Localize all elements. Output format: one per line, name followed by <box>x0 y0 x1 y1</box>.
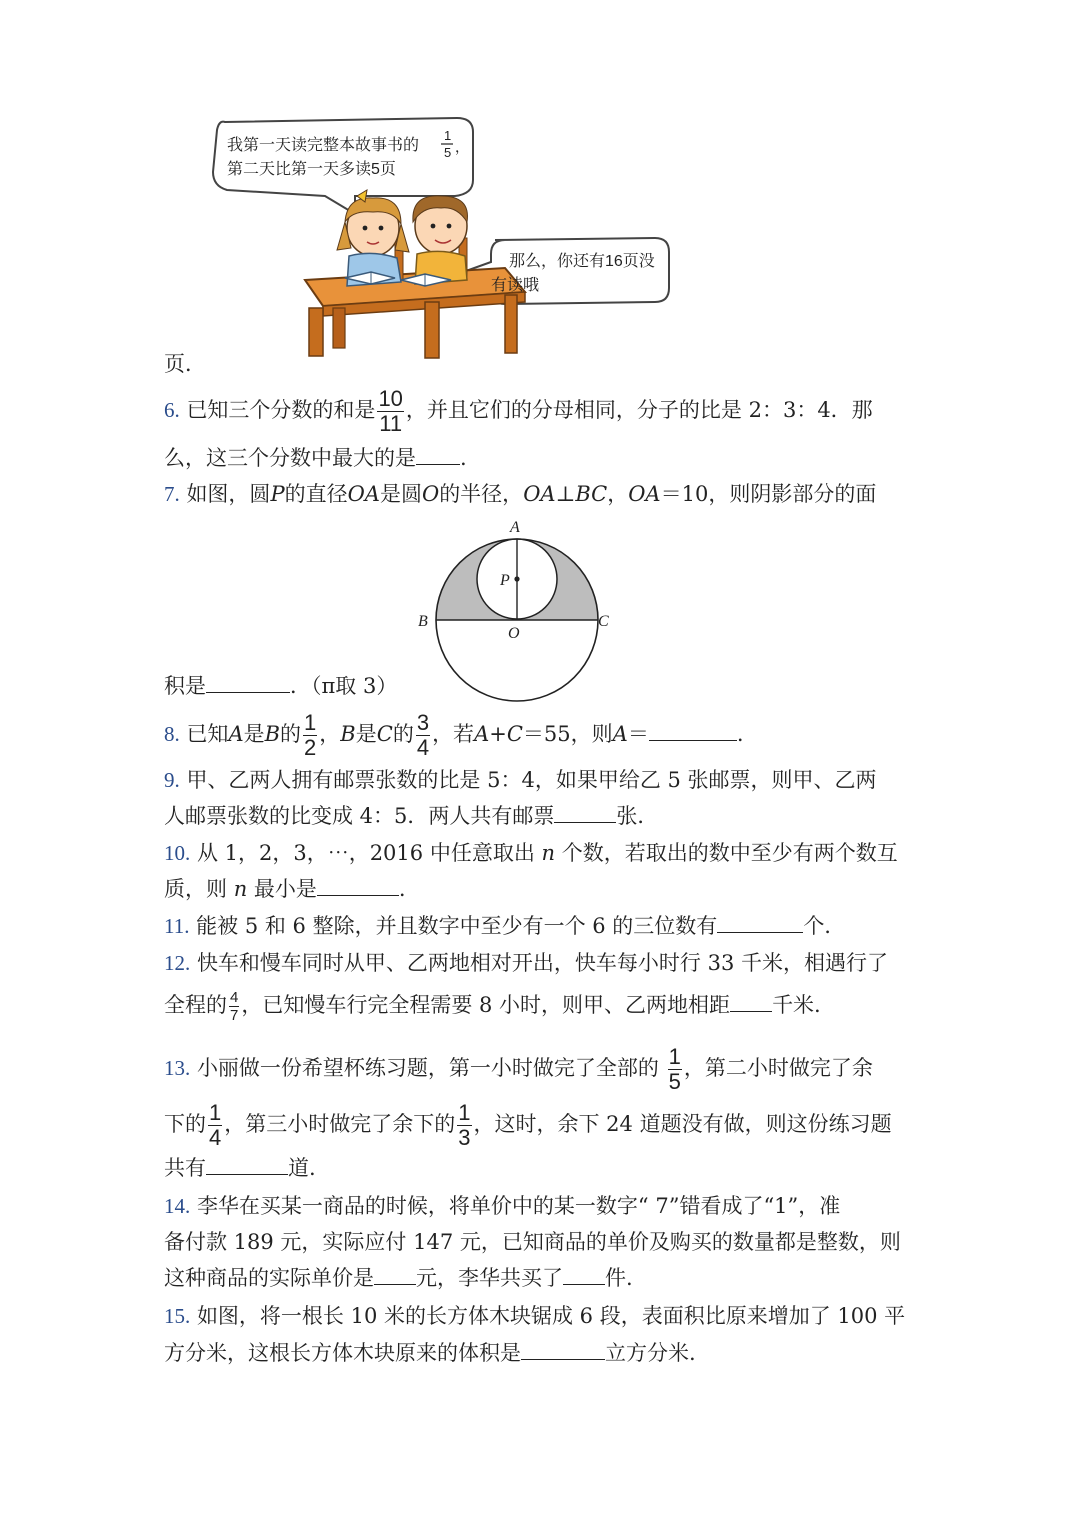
question-11: 11. 能被 5 和 6 整除，并且数字中至少有一个 6 的三位数有 个. <box>164 914 831 938</box>
answer-blank[interactable] <box>416 448 460 465</box>
answer-blank[interactable] <box>717 916 803 933</box>
question-7-line2: 积是 ．（π取 3） <box>164 674 398 698</box>
question-15-line1: 15. 如图，将一根长 10 米的长方体木块锯成 6 段，表面积比原来增加了 100 平 <box>164 1304 906 1328</box>
question-6-line1: 6. 已知三个分数的和是 $\frac{10}{11}$ ，并且它们的分母相同，分子的比是 2：3：4．那 <box>164 386 873 436</box>
question-13-line3: 共有 道. <box>164 1156 316 1180</box>
answer-blank[interactable] <box>730 995 772 1012</box>
fraction-10-11: $\frac{10}{11}$ <box>378 386 403 436</box>
question-number: 6. <box>164 398 180 422</box>
question-number: 7. <box>164 482 180 506</box>
answer-blank[interactable] <box>554 806 616 823</box>
question-10-line2: 质，则 n 最小是 . <box>164 877 406 901</box>
question-12-line1: 12. 快车和慢车同时从甲、乙两地相对开出，快车每小时行 33 千米，相遇行了 <box>164 951 889 975</box>
bubble2-line1: 那么，你还有16页没 <box>509 253 655 270</box>
question-number: 8. <box>164 722 180 746</box>
question-9-line1: 9. 甲、乙两人拥有邮票张数的比是 5：4，如果甲给乙 5 张邮票，则甲、乙两 <box>164 768 877 792</box>
answer-blank[interactable] <box>563 1268 605 1285</box>
question-number: 9. <box>164 768 180 792</box>
answer-blank[interactable] <box>317 879 399 896</box>
question-13-line2: 下的 $\frac{1}{4}$ ，第三小时做完了余下的 $\frac{1}{3}$ ，这时，余下 24 道题没有做，则这份练习题 <box>164 1100 892 1150</box>
reading-kids-illustration <box>205 110 675 370</box>
question-15-line2: 方分米，这根长方体木块原来的体积是 立方分米. <box>164 1341 696 1365</box>
fraction-1-5: $\frac{1}{5}$ <box>668 1044 681 1094</box>
question-8: 8. 已知A是B的 $\frac{1}{2}$ ，B是C的 $\frac{3}{4}$ ，若A+C＝55，则A＝ . <box>164 710 744 760</box>
question-number: 15. <box>164 1304 191 1328</box>
question-7-line1: 7. 如图，圆P的直径OA是圆O的半径，OA⊥BC，OA＝10，则阴影部分的面 <box>164 482 877 506</box>
question-10-line1: 10. 从 1，2，3，⋯，2016 中任意取出 n 个数，若取出的数中至少有两个数互 <box>164 841 898 865</box>
question-13-line1: 13. 小丽做一份希望杯练习题，第一小时做完了全部的 $\frac{1}{5}$ ，第二小时做完了余 <box>164 1044 873 1094</box>
question-number: 12. <box>164 951 191 975</box>
question-14-line3: 这种商品的实际单价是 元，李华共买了 件. <box>164 1266 633 1290</box>
answer-blank[interactable] <box>374 1268 416 1285</box>
circle-geometry-figure <box>410 512 620 702</box>
question-14-line1: 14. 李华在买某一商品的时候，将单价中的某一数字“ 7”错看成了“1”，准 <box>164 1194 841 1218</box>
fraction-1-4: $\frac{1}{4}$ <box>209 1100 222 1150</box>
fraction-1-2: $\frac{1}{2}$ <box>304 710 317 760</box>
question-12-line2: 全程的 $\frac{4}{7}$ ，已知慢车行完全程需要 8 小时，则甲、乙两地相距 千米. <box>164 989 821 1024</box>
q5-tail: 页． <box>164 352 206 376</box>
bubble1-frac-num: 1 <box>444 128 452 143</box>
question-number: 10. <box>164 841 191 865</box>
question-number: 11. <box>164 914 190 938</box>
answer-blank[interactable] <box>649 724 737 741</box>
question-6-line2: 么，这三个分数中最大的是 . <box>164 446 467 470</box>
question-number: 13. <box>164 1056 191 1080</box>
answer-blank[interactable] <box>206 1158 288 1175</box>
bubble1-tail: ， <box>455 139 469 155</box>
bubble2-line2: 有读哦 <box>491 277 540 294</box>
bubble1-line2: 第二天比第一天多读5页 <box>227 161 396 178</box>
fraction-4-7: $\frac{4}{7}$ <box>230 989 239 1024</box>
label-B: B <box>418 613 428 630</box>
answer-blank[interactable] <box>521 1343 605 1360</box>
question-number: 14. <box>164 1194 191 1218</box>
question-14-line2: 备付款 189 元，实际应付 147 元，已知商品的单价及购买的数量都是整数，则 <box>164 1230 901 1254</box>
label-C: C <box>598 613 609 630</box>
bubble1-frac-den: 5 <box>444 145 452 160</box>
answer-blank[interactable] <box>206 676 290 693</box>
bubble1-line1: 我第一天读完整本故事书的 <box>227 137 420 154</box>
label-A: A <box>510 519 520 536</box>
question-9-line2: 人邮票张数的比变成 4：5．两人共有邮票 张． <box>164 804 659 828</box>
label-P: P <box>500 572 510 589</box>
fraction-3-4: $\frac{3}{4}$ <box>416 710 430 760</box>
label-O: O <box>508 625 520 642</box>
fraction-1-3: $\frac{1}{3}$ <box>458 1100 471 1150</box>
